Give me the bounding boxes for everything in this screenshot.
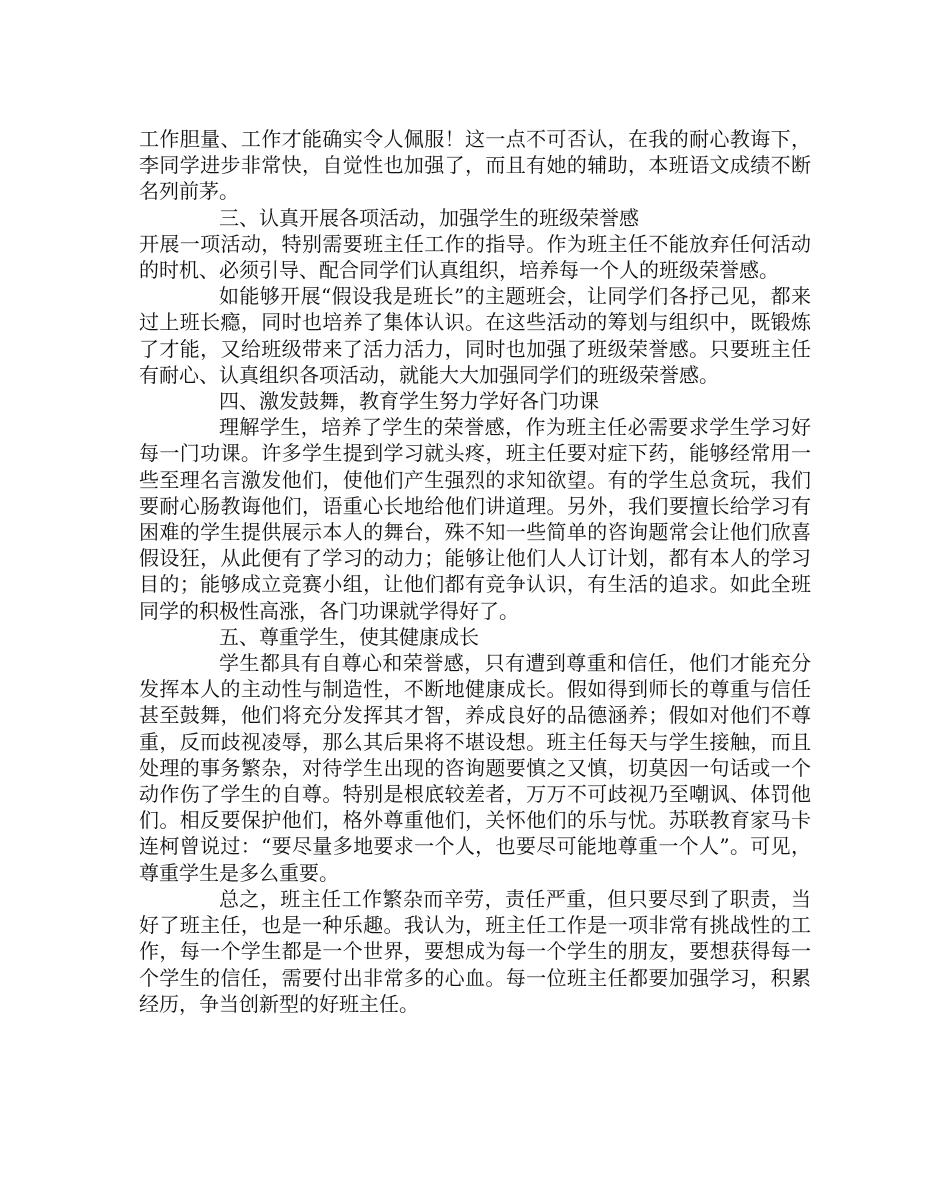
paragraph-study-motivation: 理解学生，培养了学生的荣誉感，作为班主任必需要求学生学习好每一门功课。许多学生提到学习就头疼，班主任要对症下药，能够经常用一些至理名言激发他们，使他们产生强烈的求知欲望。有的学生总贪玩，我们要耐心肠教诲他们，语重心长地给他们讲道理。另外，我们要擅长给学习有困难的学生提供展示本人的舞台，殊不知一些简单的咨询题常会让他们欣喜假设狂，从此便有了学习的动力；能够让他们人人订计划，都有本人的学习目的；能够成立竞赛小组，让他们都有竞争认识，有生活的追求。如此全班同学的积极性高涨，各门功课就学得好了。	[139, 415, 811, 623]
paragraph-activities-intro: 开展一项活动，特别需要班主任工作的指导。作为班主任不能放弃任何活动的时机、必须引导、配合同学们认真组织，培养每一个人的班级荣誉感。	[139, 231, 811, 283]
section-heading-4: 四、激发鼓舞，教育学生努力学好各门功课	[219, 389, 599, 414]
paragraph-class-meeting: 如能够开展“假设我是班长”的主题班会，让同学们各抒己见，都来过上班长瘾，同时也培养了集体认识。在这些活动的筹划与组织中，既锻炼了才能，又给班级带来了活力活力，同时也加强了班级荣誉感。只要班主任有耐心、认真组织各项活动，就能大大加强同学们的班级荣誉感。	[139, 284, 811, 387]
section-heading-5: 五、尊重学生，使其健康成长	[219, 624, 479, 649]
paragraph-conclusion: 总之，班主任工作繁杂而辛劳，责任严重，但只要尽到了职责，当好了班主任，也是一种乐趣。我认为，班主任工作是一项非常有挑战性的工作，每一个学生都是一个世界，要想成为每一个学生的朋友，要想获得每一个学生的信任，需要付出非常多的心血。每一位班主任都要加强学习，积累经历，争当创新型的好班主任。	[139, 886, 811, 1016]
section-heading-3: 三、认真开展各项活动，加强学生的班级荣誉感	[219, 205, 639, 230]
paragraph-respect-students: 学生都具有自尊心和荣誉感，只有遭到尊重和信任，他们才能充分发挥本人的主动性与制造性，不断地健康成长。假如得到师长的尊重与信任甚至鼓舞，他们将充分发挥其才智，养成良好的品德涵养；假如对他们不尊重，反而歧视凌辱，那么其后果将不堪设想。班主任每天与学生接触，而且处理的事务繁杂，对待学生出现的咨询题要慎之又慎，切莫因一句话或一个动作伤了学生的自尊。特别是根底较差者，万万不可歧视乃至嘲讽、体罚他们。相反要保护他们，格外尊重他们，关怀他们的乐与忧。苏联教育家马卡连柯曾说过：“要尽量多地要求一个人，也要尽可能地尊重一个人”。可见，尊重学生是多么重要。	[139, 651, 811, 885]
paragraph-continuation: 工作胆量、工作才能确实令人佩服！这一点不可否认，在我的耐心教诲下，李同学进步非常快，自觉性也加强了，而且有她的辅助，本班语文成绩不断名列前茅。	[139, 127, 811, 204]
document-page	[139, 126, 811, 1017]
